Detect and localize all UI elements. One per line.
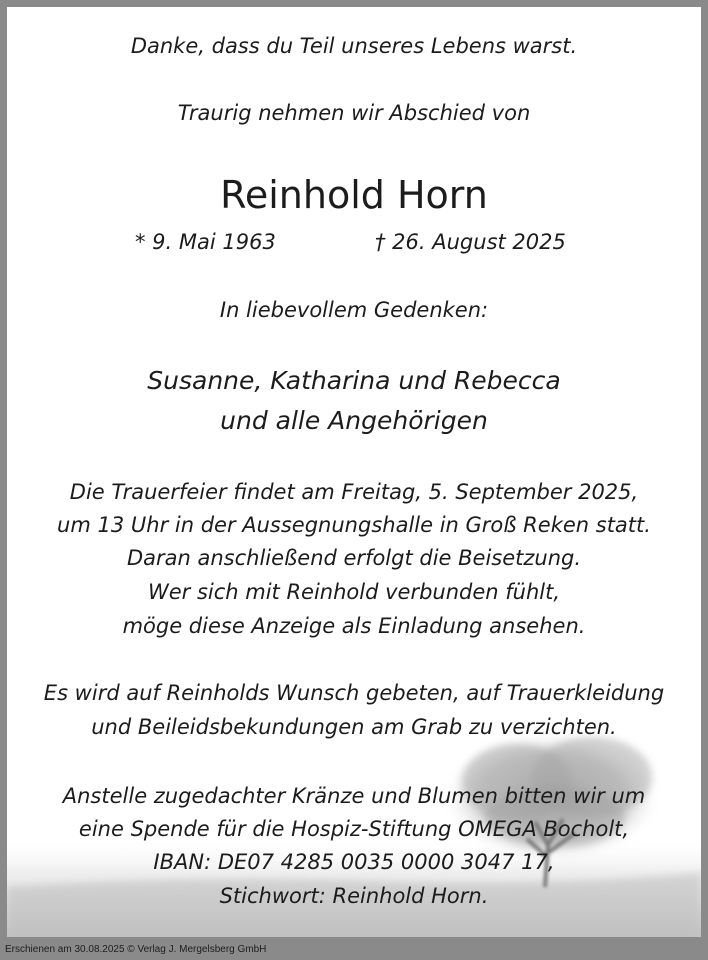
wish-line: Es wird auf Reinholds Wunsch gebeten, auf Trauerkleidung xyxy=(43,681,665,705)
family-relatives: und alle Angehörigen xyxy=(220,406,488,435)
ceremony-line: möge diese Anzeige als Einladung ansehen. xyxy=(122,614,586,638)
donation-keyword: Stichwort: Reinhold Horn. xyxy=(219,884,489,908)
ceremony-line: Wer sich mit Reinhold verbunden fühlt, xyxy=(147,580,561,604)
wish-line: und Beileidsbekundungen am Grab zu verzichten. xyxy=(91,715,617,739)
donation-line: Anstelle zugedachter Kränze und Blumen bitten wir um xyxy=(62,784,646,808)
farewell-line: Traurig nehmen wir Abschied von xyxy=(177,101,531,125)
obituary-notice xyxy=(7,7,701,937)
ceremony-line: um 13 Uhr in der Aussegnungshalle in Groß Reken statt. xyxy=(57,513,651,537)
donation-line: eine Spende für die Hospiz-Stiftung OMEGA Bocholt, xyxy=(78,817,630,841)
birth-date: * 9. Mai 1963 xyxy=(135,230,276,254)
family-names: Susanne, Katharina und Rebecca xyxy=(147,366,561,395)
ceremony-line: Die Trauerfeier findet am Freitag, 5. September 2025, xyxy=(69,480,639,504)
remembrance-line: In liebevollem Gedenken: xyxy=(219,298,489,322)
ceremony-line: Daran anschließend erfolgt die Beisetzung. xyxy=(126,546,582,570)
deceased-name: Reinhold Horn xyxy=(220,173,488,217)
opening-line: Danke, dass du Teil unseres Lebens warst. xyxy=(130,34,578,58)
death-date: † 26. August 2025 xyxy=(375,230,566,254)
donation-iban: IBAN: DE07 4285 0035 0000 3047 17, xyxy=(153,850,555,874)
publication-footer: Erschienen am 30.08.2025 © Verlag J. Mergelsberg GmbH xyxy=(5,944,267,955)
